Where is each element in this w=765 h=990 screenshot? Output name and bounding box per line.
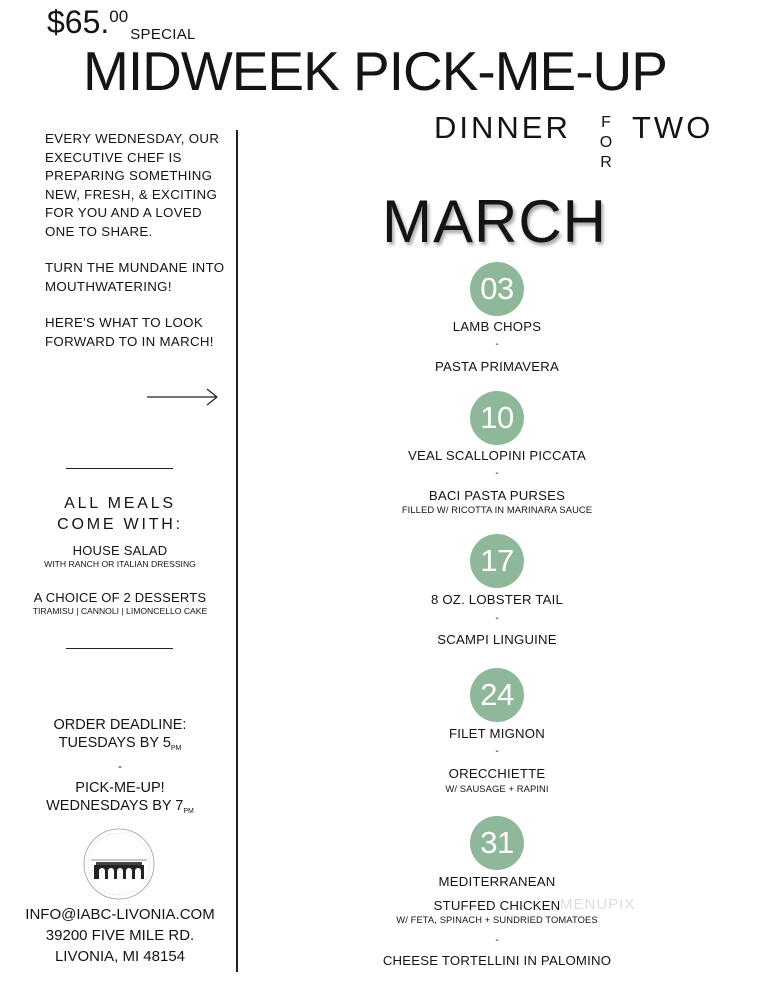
deadline-time	[20, 734, 220, 758]
date-badge: 03	[470, 262, 524, 316]
dish-pasta: PASTA PRIMAVERA	[435, 359, 559, 374]
special-label: SPECIAL	[130, 26, 196, 43]
salad-note: WITH RANCH OR ITALIAN DRESSING	[44, 559, 196, 569]
dish-pasta: SCAMPI LINGUINE	[437, 632, 557, 647]
dish-separator: -	[495, 935, 499, 946]
dish-separator: -	[495, 746, 499, 757]
divider-bottom	[66, 648, 173, 649]
meals-heading-line2: COME WITH:	[57, 516, 183, 533]
dish-main: 8 OZ. LOBSTER TAIL	[430, 592, 564, 607]
price-cents: 00	[109, 7, 129, 26]
order-deadline	[20, 716, 220, 758]
dish-pasta-note: W/ SAUSAGE + RAPINI	[445, 783, 549, 794]
for-letter-o: O	[599, 134, 613, 151]
divider-top	[66, 468, 173, 469]
for-letter-r: R	[600, 154, 612, 171]
dish-separator: -	[495, 468, 499, 479]
pickup-time-text: WEDNESDAYS BY 7	[46, 798, 184, 814]
deadline-suffix: PM	[170, 745, 182, 752]
for-label	[599, 113, 613, 173]
page-title: MIDWEEK PICK-ME-UP	[83, 40, 667, 102]
contact-block	[2, 904, 238, 967]
dish-pasta: BACI PASTA PURSES	[428, 488, 566, 503]
watermark: MENUPIX	[560, 896, 636, 913]
dish-main: FILET MIGNON	[449, 726, 545, 741]
desserts-label: A CHOICE OF 2 DESSERTS	[33, 590, 207, 605]
dish-pasta-note: FILLED W/ RICOTTA IN MARINARA SAUCE	[401, 504, 593, 515]
order-separator: -	[118, 759, 122, 773]
for-letter-f: F	[601, 114, 611, 131]
price-special	[47, 4, 196, 43]
intro-paragraph-1: EVERY WEDNESDAY, OUR EXECUTIVE CHEF IS PREPARING SOMETHING NEW, FRESH, & EXCITING FOR YOU AND A LOVED ONE TO SHARE.	[45, 131, 220, 239]
included-salad	[20, 543, 220, 570]
desserts-note: TIRAMISU | CANNOLI | LIMONCELLO CAKE	[32, 606, 208, 616]
dinner-label: DINNER	[434, 110, 571, 145]
contact-email[interactable]: INFO@IABC-LIVONIA.COM	[25, 906, 215, 923]
month-heading: MARCH	[382, 188, 607, 255]
dish-main: LAMB CHOPS	[452, 319, 542, 334]
pickup-time	[20, 779, 220, 821]
dish-pasta: CHEESE TORTELLINI IN PALOMINO	[382, 953, 612, 968]
contact-city: LIVONIA, MI 48154	[54, 948, 186, 965]
deadline-label: ORDER DEADLINE:	[53, 717, 187, 733]
column-divider	[236, 130, 238, 972]
dish-pasta: ORECCHIETTE	[448, 766, 546, 781]
included-desserts	[20, 590, 220, 617]
intro-text	[45, 130, 235, 369]
intro-paragraph-3: HERE'S WHAT TO LOOK FORWARD TO IN MARCH!	[45, 315, 214, 349]
meals-heading	[20, 493, 220, 535]
pickup-label: PICK-ME-UP!	[75, 780, 165, 796]
pickup-time-line	[20, 797, 220, 821]
dish-main-note: W/ FETA, SPINACH + SUNDRIED TOMATOES	[396, 914, 598, 925]
price-dollars: $65.	[47, 4, 110, 40]
restaurant-logo-icon	[82, 827, 156, 901]
two-label: TWO	[632, 110, 714, 145]
dish-separator: -	[495, 339, 499, 350]
salad-label: HOUSE SALAD	[72, 543, 168, 558]
contact-address: 39200 FIVE MILE RD.	[45, 927, 195, 944]
date-badge: 10	[470, 391, 524, 445]
arrow-right-icon	[147, 387, 219, 407]
pickup-suffix: PM	[183, 808, 194, 815]
meals-heading-line1: ALL MEALS	[64, 495, 176, 512]
deadline-time-text: TUESDAYS BY 5	[58, 735, 171, 751]
dish-main: MEDITERRANEAN	[438, 874, 556, 889]
date-badge: 17	[470, 534, 524, 588]
dish-main: VEAL SCALLOPINI PICCATA	[407, 448, 587, 463]
date-badge: 24	[470, 668, 524, 722]
dish-main-line2: STUFFED CHICKEN	[433, 898, 561, 913]
date-badge: 31	[470, 816, 524, 870]
intro-paragraph-2: TURN THE MUNDANE INTO MOUTHWATERING!	[45, 260, 225, 294]
dish-separator: -	[495, 613, 499, 624]
